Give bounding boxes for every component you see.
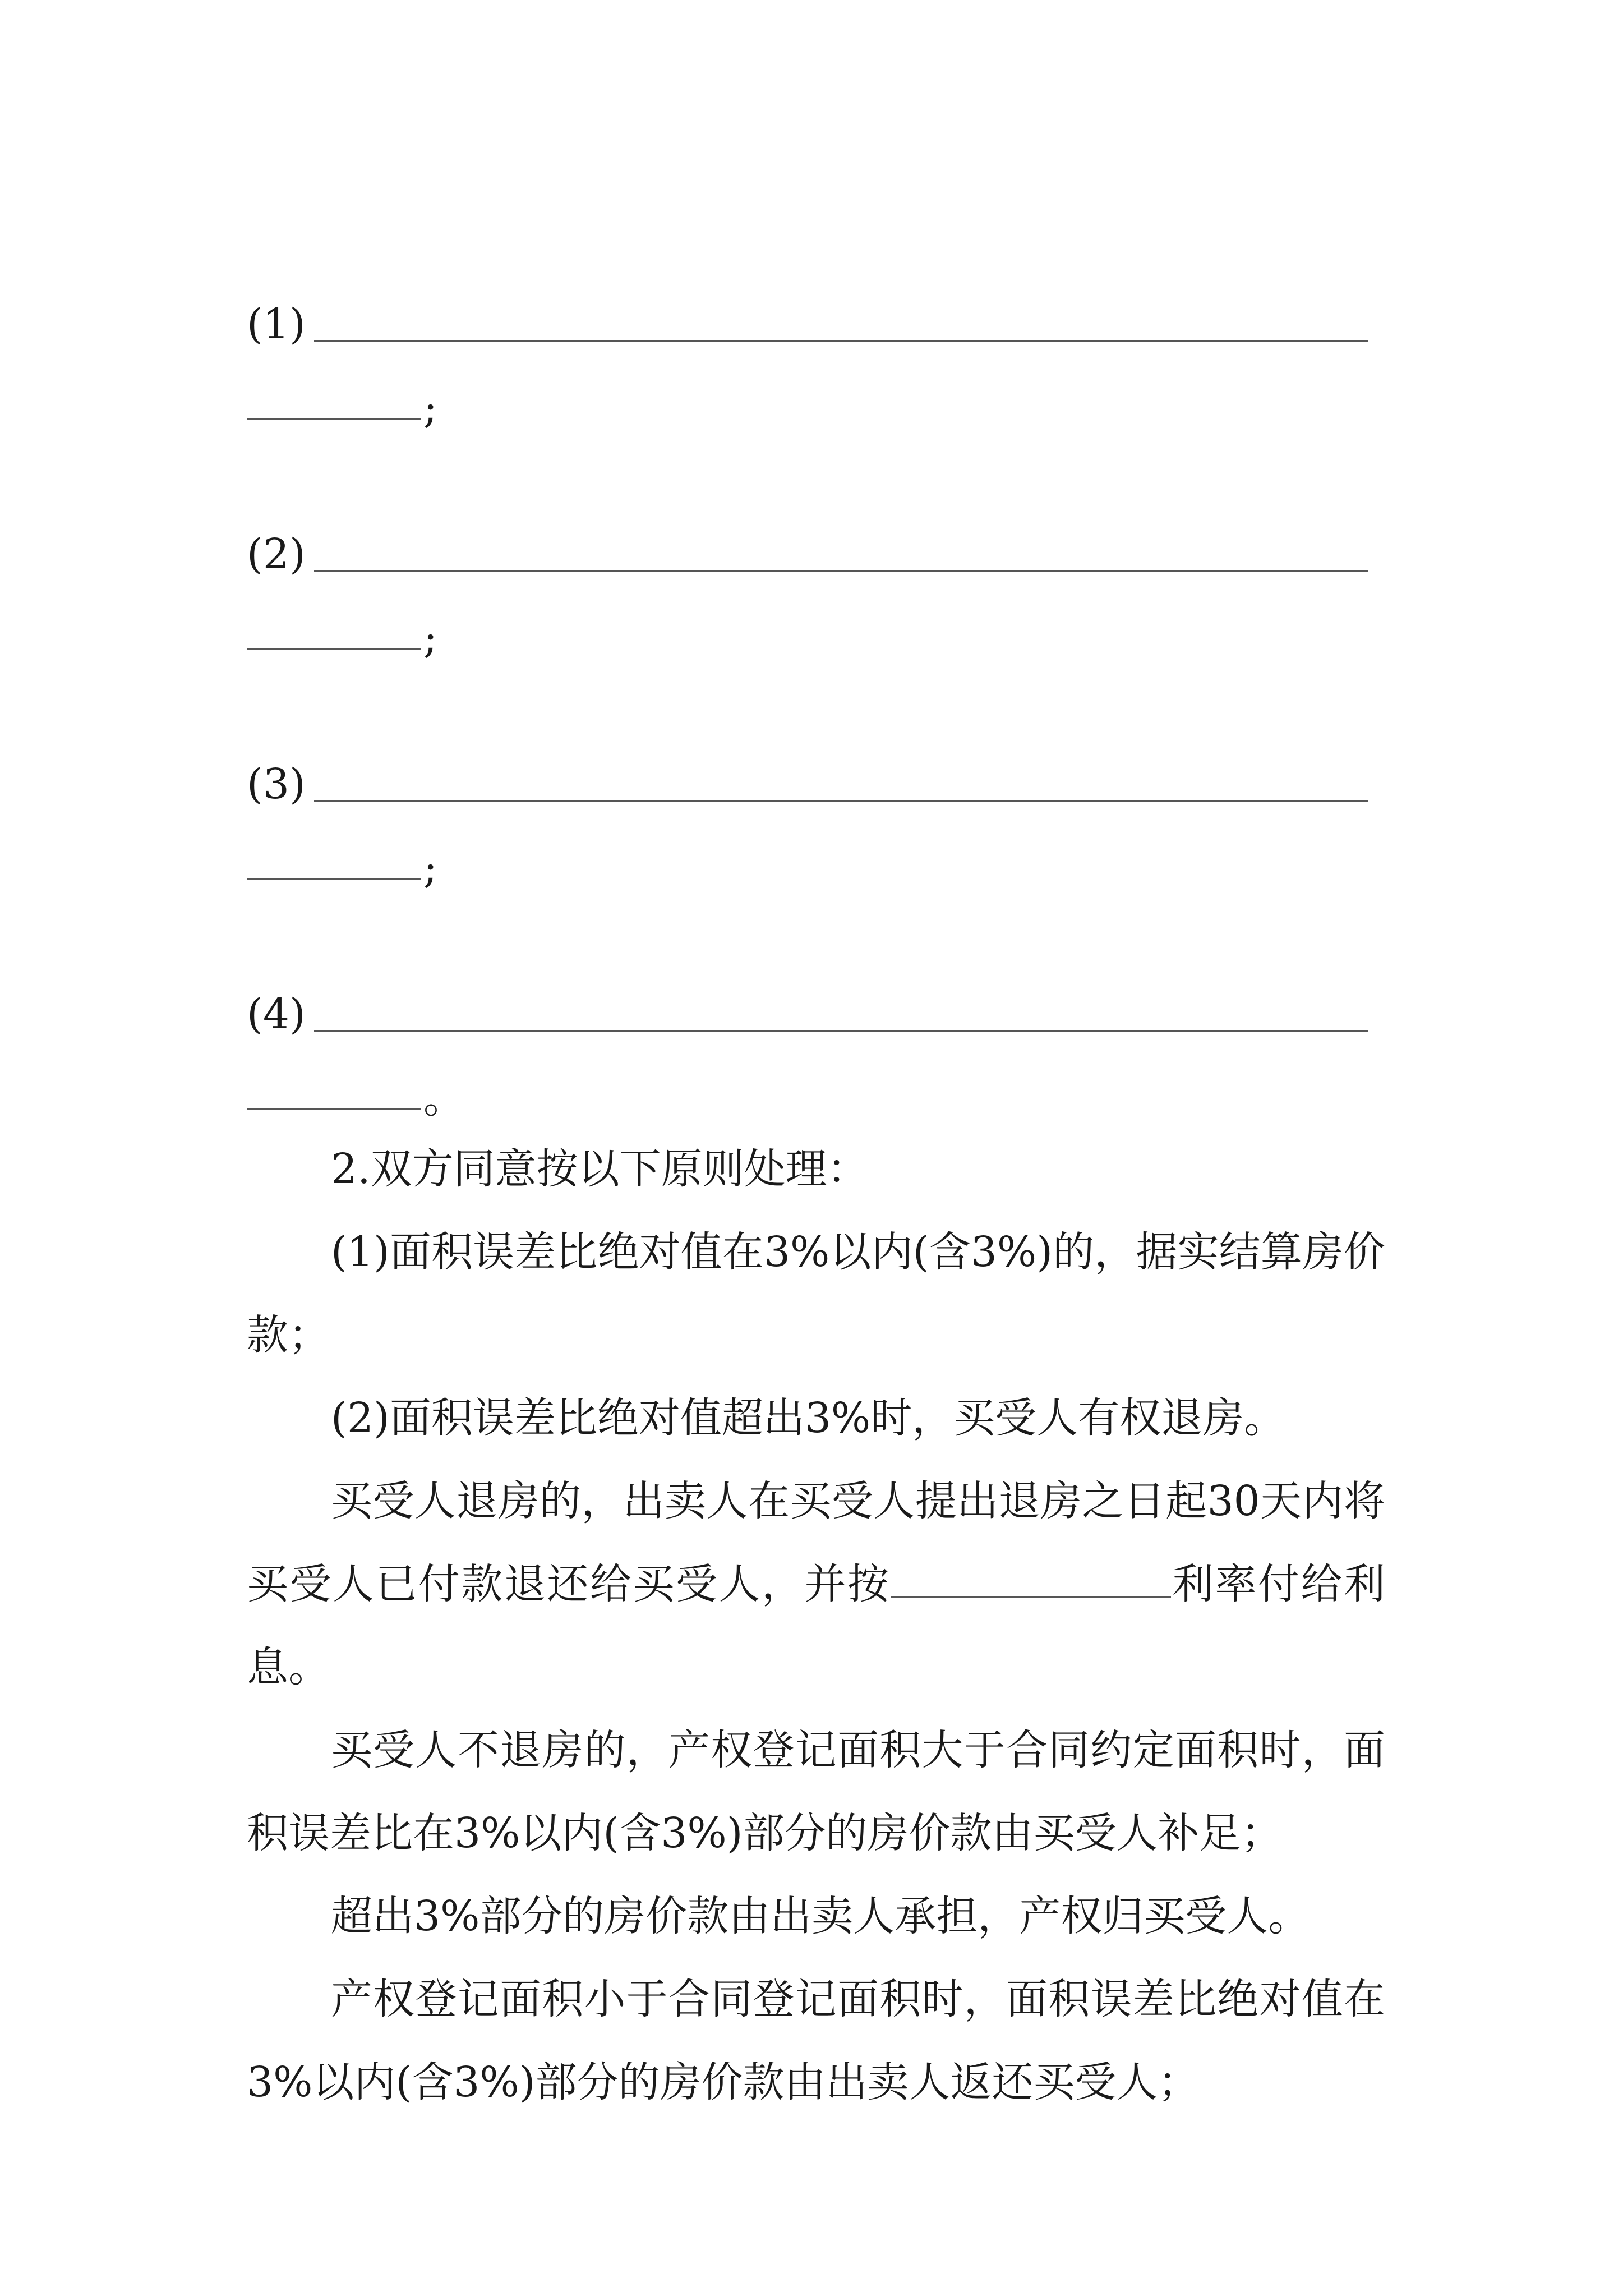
clause-paragraph: 买受人不退房的，产权登记面积大于合同约定面积时，面积误差比在3%以内(含3%)部分的房价款由买受人补足；	[247, 1726, 1385, 1857]
clause-paragraph: (1)面积误差比绝对值在3%以内(含3%)的，据实结算房价款；	[247, 1228, 1385, 1359]
blank-item-end: ;	[423, 844, 437, 892]
blank-line-continuation[interactable]	[247, 418, 421, 420]
blank-line[interactable]	[314, 570, 1368, 572]
blank-item-label: (1)	[247, 300, 306, 348]
blank-item-end: 。	[423, 1074, 465, 1122]
blank-item-label: (3)	[247, 760, 306, 808]
clause-paragraph: (2)面积误差比绝对值超出3%时，买受人有权退房。	[331, 1394, 1286, 1442]
blank-line[interactable]	[314, 1030, 1368, 1032]
blank-item-end: ;	[423, 384, 437, 432]
clause-paragraph: 超出3%部分的房价款由出卖人承担，产权归买受人。	[331, 1892, 1310, 1940]
blank-item-end: ;	[423, 614, 437, 662]
blank-line[interactable]	[314, 340, 1368, 342]
blank-line[interactable]	[314, 800, 1368, 802]
refund-text: 买受人退房的，出卖人在买受人提出退房之日起30天内将买受人已付款退还给买受人，并按	[247, 1477, 1385, 1608]
interest-rate-blank[interactable]	[891, 1563, 1171, 1598]
refund-paragraph	[247, 1460, 1385, 1709]
blank-line-continuation[interactable]	[247, 878, 421, 880]
blank-line-continuation[interactable]	[247, 1108, 421, 1110]
blank-line-continuation[interactable]	[247, 648, 421, 650]
refund-text-end: 利率付给利息。	[247, 1560, 1385, 1691]
clause-heading: 2.双方同意按以下原则处理：	[331, 1145, 869, 1193]
clause-paragraph: 产权登记面积小于合同登记面积时，面积误差比绝对值在3%以内(含3%)部分的房价款由出卖人返还买受人；	[247, 1975, 1385, 2106]
blank-item-label: (4)	[247, 990, 306, 1038]
blank-item-label: (2)	[247, 530, 306, 578]
